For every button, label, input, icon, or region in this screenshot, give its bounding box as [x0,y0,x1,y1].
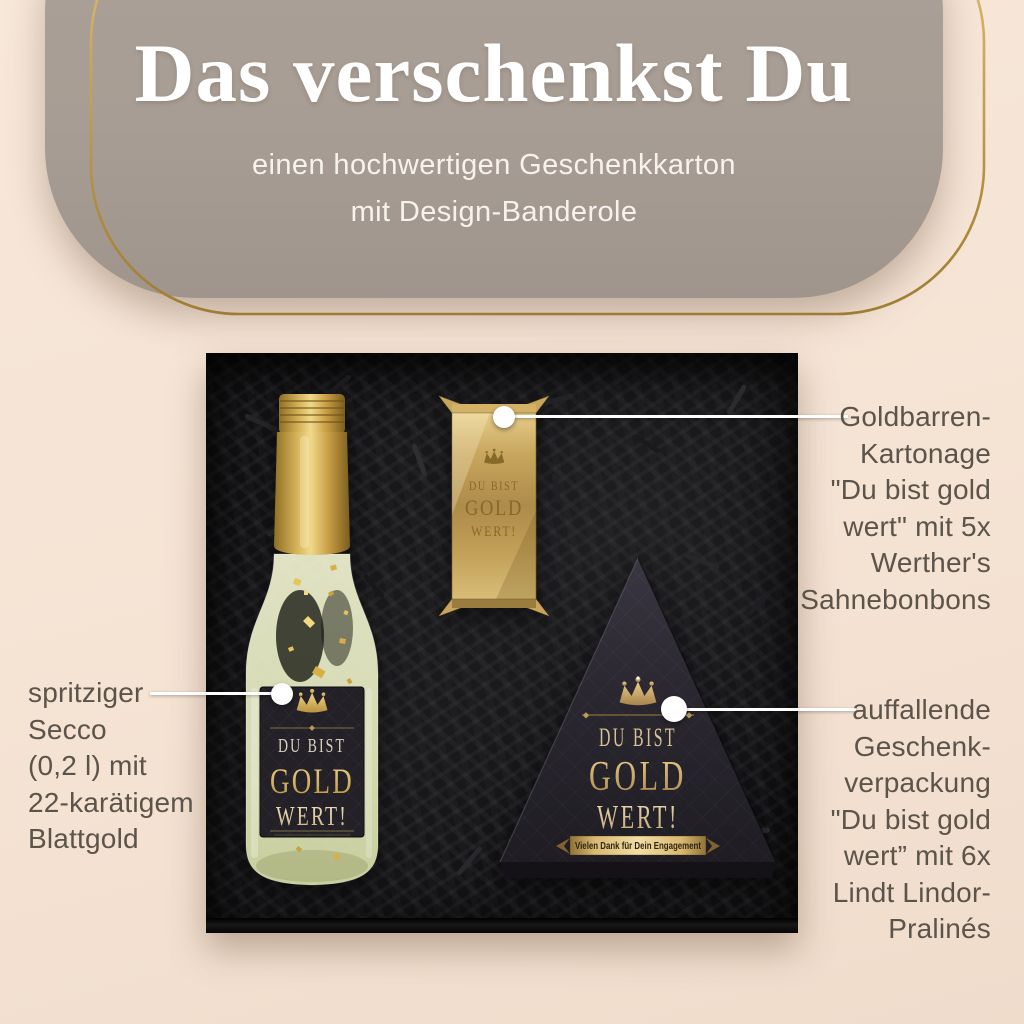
giftbox-line1: DU BIST [599,723,677,752]
giftbox-banner-text: Vielen Dank für Dein Engagement [575,841,702,852]
callout-text-line: Secco [28,713,107,745]
callout-text-line: auffallende [852,694,991,725]
callout-giftbox [831,692,991,948]
callout-dot-secco [271,683,293,705]
callout-text-line: 22-karätigem [28,786,194,818]
callout-text-line: Blattgold [28,823,139,854]
subtitle-line: einen hochwertigen Geschenkkarton [252,149,736,181]
giftbox-banner [556,836,720,855]
triangle-gift-box [486,550,790,882]
callout-text-line: Pralinés [888,913,991,944]
bottle-label-line2: GOLD [270,761,354,801]
giftbox-line2: GOLD [589,754,687,800]
subtitle-line: mit Design-Banderole [350,196,638,228]
box-front-edge [206,918,798,933]
secco-bottle [240,388,390,898]
callout-text-line: wert" mit 5x [843,510,991,542]
giftbox-line3: WERT! [597,799,679,836]
callout-text-line: Geschenk- [853,730,991,762]
callout-text-line: Werther's [870,547,991,578]
callout-goldbar [800,399,991,618]
gift-box-photo [206,353,798,933]
callout-secco [28,675,194,858]
goldbar-line2: GOLD [465,495,523,520]
callout-text-line: spritziger [28,677,144,708]
callout-text-line: (0,2 l) mit [28,750,147,781]
callout-text-line: verpackung [844,767,991,798]
callout-dot-goldbar [493,406,515,428]
goldbar-line1: DU BIST [469,478,519,493]
callout-text-line: Sahnebonbons [800,583,991,615]
callout-text-line: wert” mit 6x [843,840,991,871]
bottle-label-line1: DU BIST [278,735,346,757]
page-subtitle [45,142,943,236]
bottle-label-line3: WERT! [276,801,348,831]
callout-line-giftbox [674,708,856,711]
callout-text-line: "Du bist gold [830,474,991,505]
bottle-label [260,687,364,837]
callout-text-line: "Du bist gold [830,803,991,835]
goldbar-line3: WERT! [471,524,517,540]
callout-line-goldbar [504,415,848,418]
callout-text-line: Kartonage [859,437,991,469]
callout-text-line: Goldbarren- [839,401,991,432]
page-title: Das verschenkst Du [134,27,854,119]
callout-dot-giftbox [661,696,687,722]
callout-text-line: Lindt Lindor- [832,876,991,908]
